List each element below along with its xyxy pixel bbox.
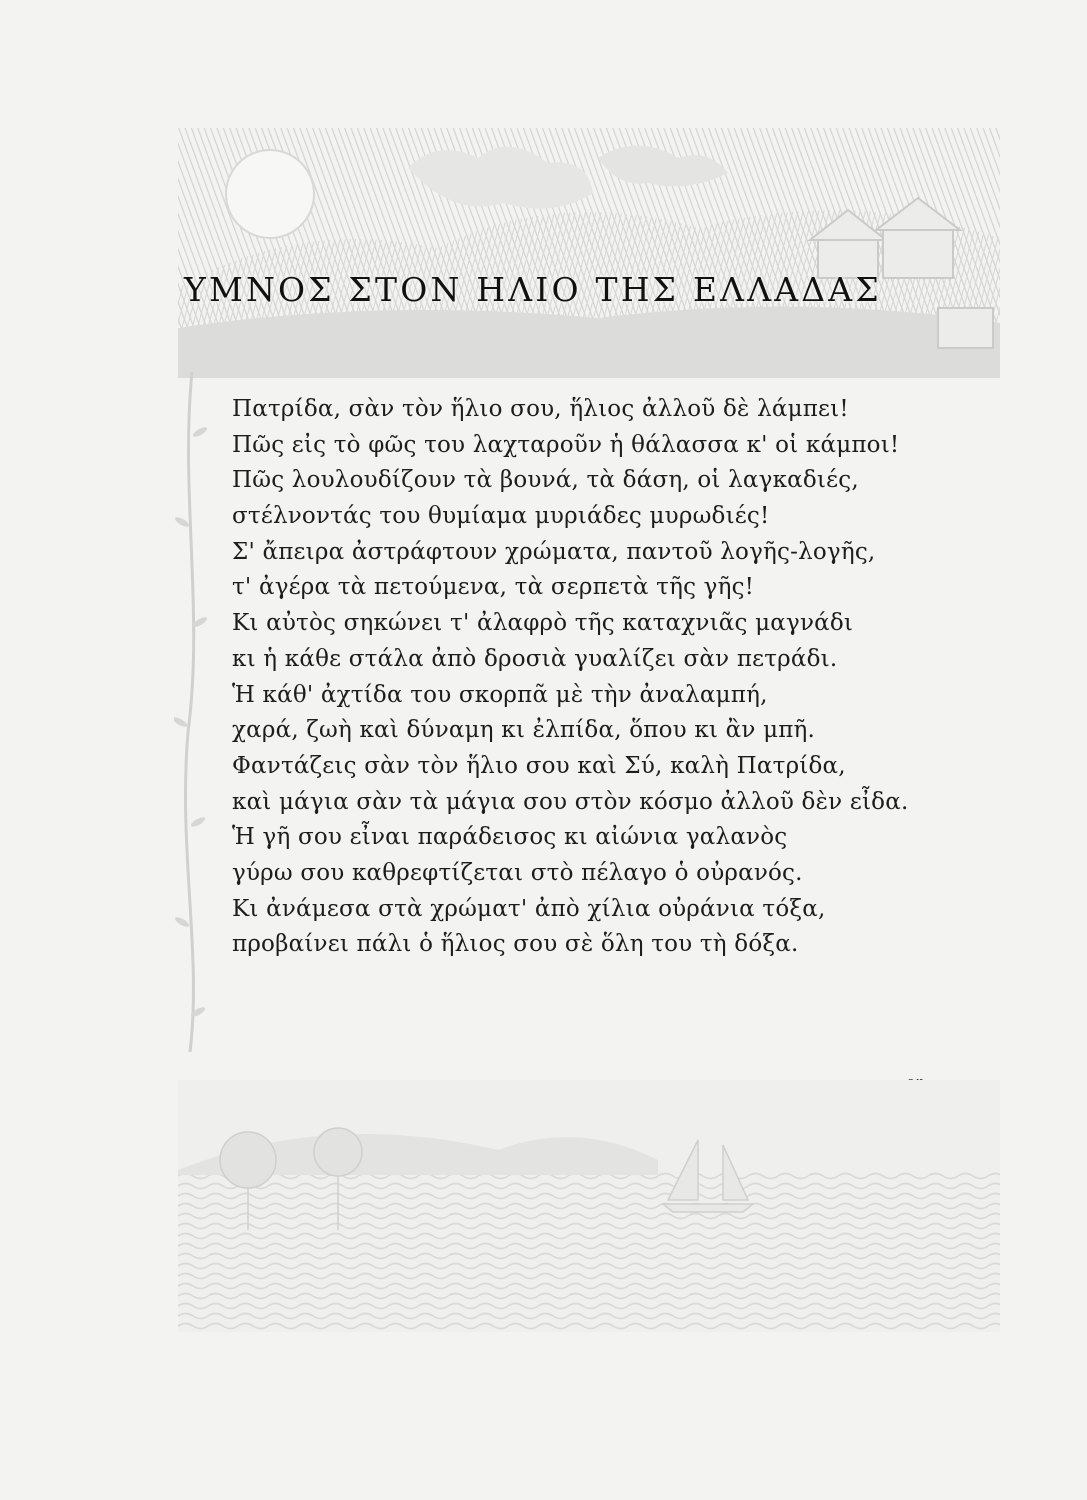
- poem-line: Κι ἀνάμεσα στὰ χρώματ' ἀπὸ χίλια οὐράνια τόξα,: [232, 895, 826, 922]
- poem-line: προβαίνει πάλι ὁ ἥλιος σου σὲ ὅλη του τὴ δόξα.: [232, 931, 799, 958]
- poem-line: κι ἡ κάθε στάλα ἀπὸ δροσιὰ γυαλίζει σὰν πετράδι.: [232, 645, 838, 672]
- poem-line: στέλνοντάς του θυμίαμα μυριάδες μυρωδιές!: [232, 503, 770, 530]
- poem-line: γύρω σου καθρεφτίζεται στὸ πέλαγο ὁ οὐρανός.: [232, 859, 803, 886]
- poem-text: [232, 392, 1012, 963]
- poem-line: χαρά, ζωὴ καὶ δύναμη κι ἐλπίδα, ὅπου κι ἂν μπῆ.: [232, 717, 816, 744]
- vine-border-icon: [174, 372, 210, 1052]
- poem-line: τ' ἀγέρα τὰ πετούμενα, τὰ σερπετὰ τῆς γῆς!: [232, 574, 755, 601]
- poem-line: Πῶς λουλουδίζουν τὰ βουνά, τὰ δάση, οἱ λαγκαδιές,: [232, 467, 859, 494]
- poem-title: ΥΜΝΟΣ ΣΤΟΝ ΗΛΙΟ ΤΗΣ ΕΛΛΑΔΑΣ: [184, 270, 882, 309]
- poem-line: Πατρίδα, σὰν τὸν ἥλιο σου, ἥλιος ἀλλοῦ δὲ λάμπει!: [232, 396, 849, 422]
- poem-line: Φαντάζεις σὰν τὸν ἥλιο σου καὶ Σύ, καλὴ Πατρίδα,: [232, 752, 846, 779]
- poem-line: Πῶς εἰς τὸ φῶς του λαχταροῦν ἡ θάλασσα κ' οἱ κάμποι!: [232, 431, 900, 458]
- footer-engraving: [178, 1080, 1000, 1332]
- poem-line: Ἡ κάθ' ἀχτίδα του σκορπᾶ μὲ τὴν ἀναλαμπή,: [232, 681, 768, 708]
- poem-line: καὶ μάγια σὰν τὰ μάγια σου στὸν κόσμο ἀλλοῦ δὲν εἶδα.: [232, 788, 909, 815]
- header-engraving: [178, 128, 1000, 378]
- sun-icon: [226, 150, 314, 238]
- poem-line: Ἡ γῆ σου εἶναι παράδεισος κι αἰώνια γαλανὸς: [232, 824, 788, 851]
- poem-line: Σ' ἄπειρα ἀστράφτουν χρώματα, παντοῦ λογῆς-λογῆς,: [232, 538, 876, 565]
- poem-line: Κι αὐτὸς σηκώνει τ' ἀλαφρὸ τῆς καταχνιᾶς μαγνάδι: [232, 610, 854, 637]
